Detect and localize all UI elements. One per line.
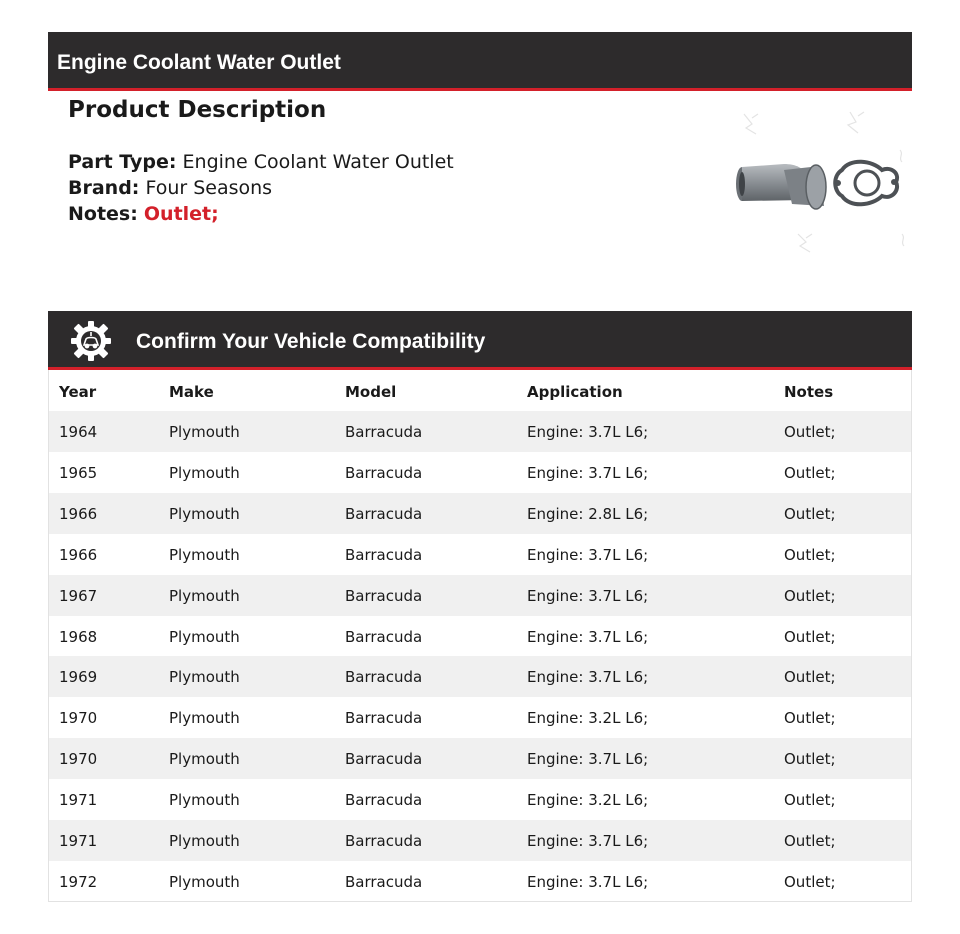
notes-cell: Outlet; [784,791,836,810]
model-cell: Barracuda [345,832,423,850]
model-cell: Barracuda [345,709,423,728]
make-cell: Plymouth [169,832,240,850]
year-cell: 1970 [59,709,98,728]
column-header-model: Model [345,383,397,401]
brand-line [68,177,272,199]
table-row [49,575,911,616]
product-title-bar [48,32,912,91]
column-header-make: Make [169,383,214,401]
make-cell: Plymouth [169,709,240,728]
model-cell: Barracuda [345,586,423,605]
year-cell: 1969 [59,668,98,687]
table-row [49,738,911,779]
application-cell: Engine: 3.7L L6; [527,627,649,646]
model-cell: Barracuda [345,750,423,769]
column-header-year: Year [59,383,97,401]
table-row [49,697,911,738]
make-cell: Plymouth [169,627,240,646]
notes-cell: Outlet; [784,545,836,564]
notes-line [68,203,219,225]
description-heading: Product Description [68,97,327,123]
table-row [49,493,911,534]
table-row [49,534,911,575]
year-cell: 1972 [59,872,98,891]
model-cell: Barracuda [345,423,423,441]
make-cell: Plymouth [169,463,240,482]
notes-cell: Outlet; [784,872,836,891]
part-type-label: Part Type: [68,151,177,173]
table-row [49,656,911,697]
table-header-row [49,370,911,411]
application-cell: Engine: 3.2L L6; [527,791,649,810]
compatibility-title: Confirm Your Vehicle Compatibility [136,330,486,353]
application-cell: Engine: 3.7L L6; [527,463,649,482]
model-cell: Barracuda [345,791,423,810]
make-cell: Plymouth [169,545,240,564]
make-cell: Plymouth [169,504,240,523]
year-cell: 1964 [59,423,98,441]
year-cell: 1971 [59,791,98,810]
table-row [49,452,911,493]
application-cell: Engine: 3.7L L6; [527,423,649,441]
brand-label: Brand: [68,177,140,199]
notes-cell: Outlet; [784,832,836,850]
notes-cell: Outlet; [784,750,836,769]
year-cell: 1965 [59,463,98,482]
table-row [49,411,911,452]
year-cell: 1966 [59,504,98,523]
notes-label: Notes: [68,203,138,225]
make-cell: Plymouth [169,750,240,769]
compatibility-header [48,311,912,370]
notes-cell: Outlet; [784,463,836,482]
product-image [732,110,912,260]
table-row [49,616,911,657]
year-cell: 1967 [59,586,98,605]
make-cell: Plymouth [169,586,240,605]
notes-cell: Outlet; [784,586,836,605]
make-cell: Plymouth [169,791,240,810]
notes-cell: Outlet; [784,627,836,646]
year-cell: 1970 [59,750,98,769]
product-title: Engine Coolant Water Outlet [57,51,341,74]
year-cell: 1971 [59,832,98,850]
make-cell: Plymouth [169,423,240,441]
application-cell: Engine: 3.7L L6; [527,750,649,769]
model-cell: Barracuda [345,545,423,564]
application-cell: Engine: 2.8L L6; [527,504,649,523]
part-type-value: Engine Coolant Water Outlet [182,151,454,173]
compatibility-table [48,370,912,902]
column-header-notes: Notes [784,383,834,401]
part-type-line [68,151,454,173]
application-cell: Engine: 3.7L L6; [527,832,649,850]
year-cell: 1968 [59,627,98,646]
notes-cell: Outlet; [784,504,836,523]
application-cell: Engine: 3.2L L6; [527,709,649,728]
model-cell: Barracuda [345,872,423,891]
table-row [49,820,911,861]
application-cell: Engine: 3.7L L6; [527,586,649,605]
model-cell: Barracuda [345,463,423,482]
table-row [49,779,911,820]
notes-value: Outlet; [143,203,219,225]
application-cell: Engine: 3.7L L6; [527,872,649,891]
make-cell: Plymouth [169,668,240,687]
column-header-application: Application [527,383,623,401]
year-cell: 1966 [59,545,98,564]
gear-car-icon [69,319,113,363]
notes-cell: Outlet; [784,668,836,687]
model-cell: Barracuda [345,668,423,687]
model-cell: Barracuda [345,627,423,646]
make-cell: Plymouth [169,872,240,891]
notes-cell: Outlet; [784,709,836,728]
brand-value: Four Seasons [145,177,273,199]
application-cell: Engine: 3.7L L6; [527,668,649,687]
table-row [49,861,911,902]
model-cell: Barracuda [345,504,423,523]
notes-cell: Outlet; [784,423,836,441]
application-cell: Engine: 3.7L L6; [527,545,649,564]
